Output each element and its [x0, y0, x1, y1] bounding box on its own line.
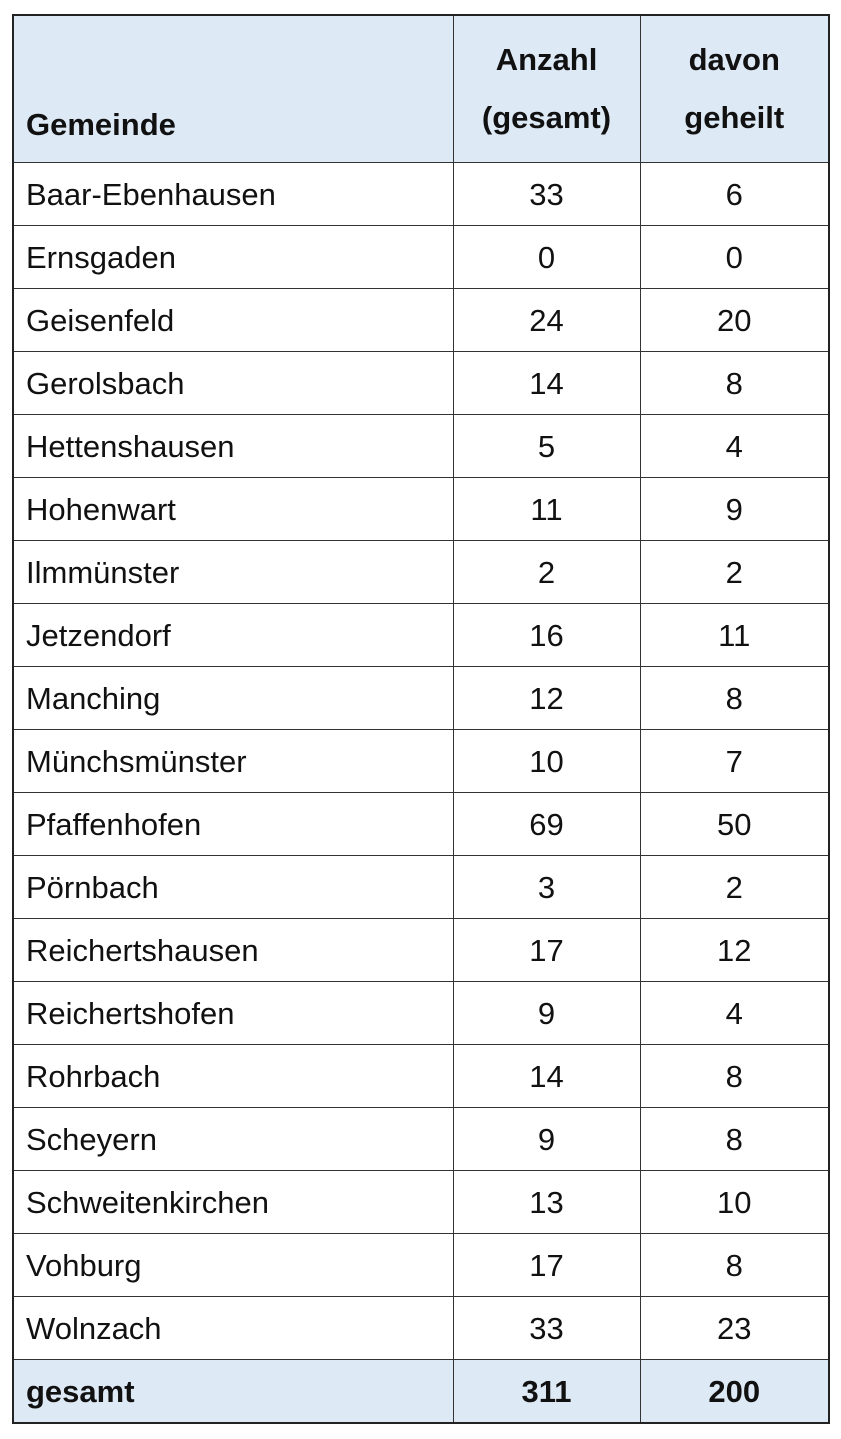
anzahl-cell: 13: [453, 1171, 640, 1234]
table-row: [13, 415, 829, 478]
gemeinde-cell: Wolnzach: [13, 1297, 453, 1360]
total-anzahl: 311: [453, 1360, 640, 1424]
anzahl-cell: 33: [453, 163, 640, 226]
case-table: [12, 14, 830, 1424]
anzahl-cell: 0: [453, 226, 640, 289]
table-row: [13, 604, 829, 667]
geheilt-cell: 6: [640, 163, 829, 226]
geheilt-cell: 8: [640, 667, 829, 730]
anzahl-cell: 33: [453, 1297, 640, 1360]
geheilt-cell: 9: [640, 478, 829, 541]
gemeinde-cell: Pfaffenhofen: [13, 793, 453, 856]
anzahl-cell: 5: [453, 415, 640, 478]
geheilt-cell: 23: [640, 1297, 829, 1360]
header-anzahl-line2: (gesamt): [481, 100, 612, 135]
total-label: gesamt: [13, 1360, 453, 1424]
gemeinde-cell: Jetzendorf: [13, 604, 453, 667]
table-row: [13, 1045, 829, 1108]
geheilt-cell: 7: [640, 730, 829, 793]
gemeinde-cell: Reichertshofen: [13, 982, 453, 1045]
table-row: [13, 982, 829, 1045]
geheilt-cell: 11: [640, 604, 829, 667]
geheilt-cell: 2: [640, 856, 829, 919]
anzahl-cell: 17: [453, 1234, 640, 1297]
header-anzahl: [453, 15, 640, 163]
table-row: [13, 226, 829, 289]
anzahl-cell: 17: [453, 919, 640, 982]
geheilt-cell: 0: [640, 226, 829, 289]
header-geheilt-line2: geheilt: [684, 100, 785, 135]
table-row: [13, 289, 829, 352]
table-row: [13, 793, 829, 856]
anzahl-cell: 14: [453, 352, 640, 415]
anzahl-cell: 24: [453, 289, 640, 352]
header-geheilt-line1: davon: [688, 41, 780, 77]
table-row: [13, 1234, 829, 1297]
anzahl-cell: 16: [453, 604, 640, 667]
gemeinde-cell: Reichertshausen: [13, 919, 453, 982]
header-geheilt: [640, 15, 829, 163]
geheilt-cell: 12: [640, 919, 829, 982]
geheilt-cell: 4: [640, 982, 829, 1045]
gemeinde-cell: Baar-Ebenhausen: [13, 163, 453, 226]
gemeinde-cell: Schweitenkirchen: [13, 1171, 453, 1234]
gemeinde-cell: Scheyern: [13, 1108, 453, 1171]
gemeinde-cell: Gerolsbach: [13, 352, 453, 415]
table-row: [13, 667, 829, 730]
table-body: [13, 163, 829, 1360]
table-row: [13, 1171, 829, 1234]
geheilt-cell: 8: [640, 1234, 829, 1297]
anzahl-cell: 12: [453, 667, 640, 730]
geheilt-cell: 10: [640, 1171, 829, 1234]
anzahl-cell: 69: [453, 793, 640, 856]
gemeinde-cell: Ilmmünster: [13, 541, 453, 604]
table-row: [13, 163, 829, 226]
anzahl-cell: 9: [453, 1108, 640, 1171]
total-row: [13, 1360, 829, 1424]
header-gemeinde: Gemeinde: [13, 15, 453, 163]
case-table-container: [12, 14, 828, 1424]
header-anzahl-line1: Anzahl: [495, 41, 598, 77]
anzahl-cell: 14: [453, 1045, 640, 1108]
anzahl-cell: 3: [453, 856, 640, 919]
table-row: [13, 1297, 829, 1360]
geheilt-cell: 8: [640, 1045, 829, 1108]
gemeinde-cell: Ernsgaden: [13, 226, 453, 289]
geheilt-cell: 2: [640, 541, 829, 604]
gemeinde-cell: Hettenshausen: [13, 415, 453, 478]
geheilt-cell: 50: [640, 793, 829, 856]
gemeinde-cell: Hohenwart: [13, 478, 453, 541]
geheilt-cell: 8: [640, 1108, 829, 1171]
table-footer: [13, 1360, 829, 1424]
table-row: [13, 478, 829, 541]
table-row: [13, 856, 829, 919]
table-row: [13, 1108, 829, 1171]
table-header: [13, 15, 829, 163]
geheilt-cell: 20: [640, 289, 829, 352]
geheilt-cell: 8: [640, 352, 829, 415]
anzahl-cell: 2: [453, 541, 640, 604]
geheilt-cell: 4: [640, 415, 829, 478]
table-row: [13, 352, 829, 415]
gemeinde-cell: Geisenfeld: [13, 289, 453, 352]
table-row: [13, 730, 829, 793]
gemeinde-cell: Vohburg: [13, 1234, 453, 1297]
header-row: [13, 15, 829, 163]
total-geheilt: 200: [640, 1360, 829, 1424]
table-row: [13, 541, 829, 604]
anzahl-cell: 9: [453, 982, 640, 1045]
anzahl-cell: 11: [453, 478, 640, 541]
gemeinde-cell: Münchsmünster: [13, 730, 453, 793]
table-row: [13, 919, 829, 982]
anzahl-cell: 10: [453, 730, 640, 793]
gemeinde-cell: Pörnbach: [13, 856, 453, 919]
gemeinde-cell: Manching: [13, 667, 453, 730]
gemeinde-cell: Rohrbach: [13, 1045, 453, 1108]
